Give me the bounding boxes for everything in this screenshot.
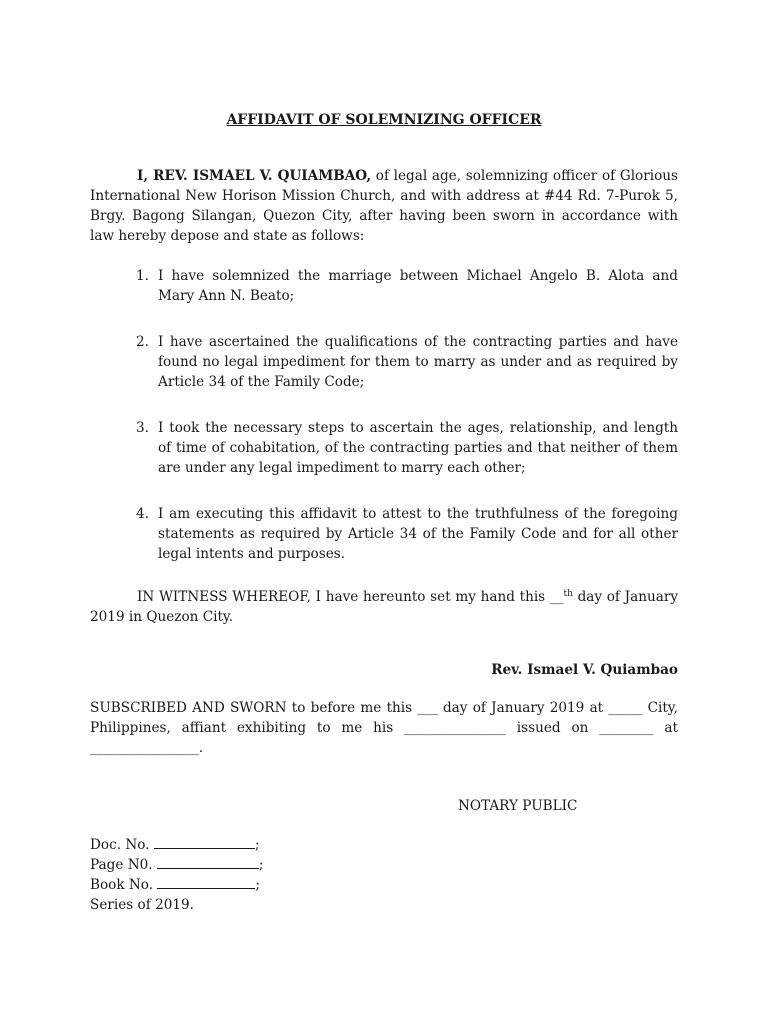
signatory-name: Rev. Ismael V. Quiambao: [491, 662, 678, 678]
record-suffix: ;: [258, 857, 264, 873]
blank-line: [157, 855, 259, 869]
blank-line: [157, 875, 255, 889]
record-suffix: ;: [254, 837, 260, 853]
affiant-name: I, REV. ISMAEL V. QUIAMBAO,: [137, 168, 372, 184]
item-number: 3.: [136, 420, 149, 436]
item-number: 1.: [136, 268, 149, 284]
record-book-no: [90, 875, 264, 895]
record-series: Series of 2019.: [90, 897, 194, 913]
record-label: Doc. No.: [90, 837, 154, 853]
record-doc-no: [90, 835, 264, 855]
item-number: 2.: [136, 334, 149, 350]
notarial-records: [90, 835, 264, 915]
intro-paragraph: [90, 166, 678, 246]
item-text: I took the necessary steps to ascertain the ages, relationship, and length of time of cohabitation, of the contracting parties and that neither of them are under any legal impediment to marry each other;: [158, 420, 678, 476]
record-page-no: [90, 855, 264, 875]
record-label: Page N0.: [90, 857, 157, 873]
witness-superscript: th: [563, 589, 573, 599]
record-suffix: ;: [255, 877, 260, 893]
item-text: I am executing this affidavit to attest to the truthfulness of the foregoing statements as required by Article 34 of the Family Code and for all other legal intents and purposes.: [158, 506, 678, 562]
document-title: AFFIDAVIT OF SOLEMNIZING OFFICER: [226, 112, 542, 128]
jurat-paragraph: SUBSCRIBED AND SWORN to before me this ___ day of January 2019 at _____ City, Philippines, affiant exhibiting to me his _______________ issued on ________ at ________________.: [90, 700, 678, 756]
item-number: 4.: [136, 506, 149, 522]
witness-text-1: IN WITNESS WHEREOF, I have hereunto set my hand this __: [137, 589, 564, 605]
item-text: I have ascertained the qualifications of the contracting parties and have found no legal impediment for them to marry as under and as required by Article 34 of the Family Code;: [158, 334, 678, 390]
witness-paragraph: [90, 584, 678, 627]
intro-text: of legal age, solemnizing officer of Glorious International New Horison Mission Church, and with address at #44 Rd. 7-Purok 5, Brgy. Bagong Silangan, Quezon City, after having been sworn in accordance with law hereby depose and state as follows:: [90, 168, 678, 244]
blank-line: [154, 835, 255, 849]
item-text: I have solemnized the marriage between Michael Angelo B. Alota and Mary Ann N. Beato;: [158, 268, 678, 304]
witness-text-2: day of January 2019 in Quezon City.: [90, 589, 679, 625]
record-label: Book No.: [90, 877, 158, 893]
notary-public-label: NOTARY PUBLIC: [458, 798, 578, 814]
